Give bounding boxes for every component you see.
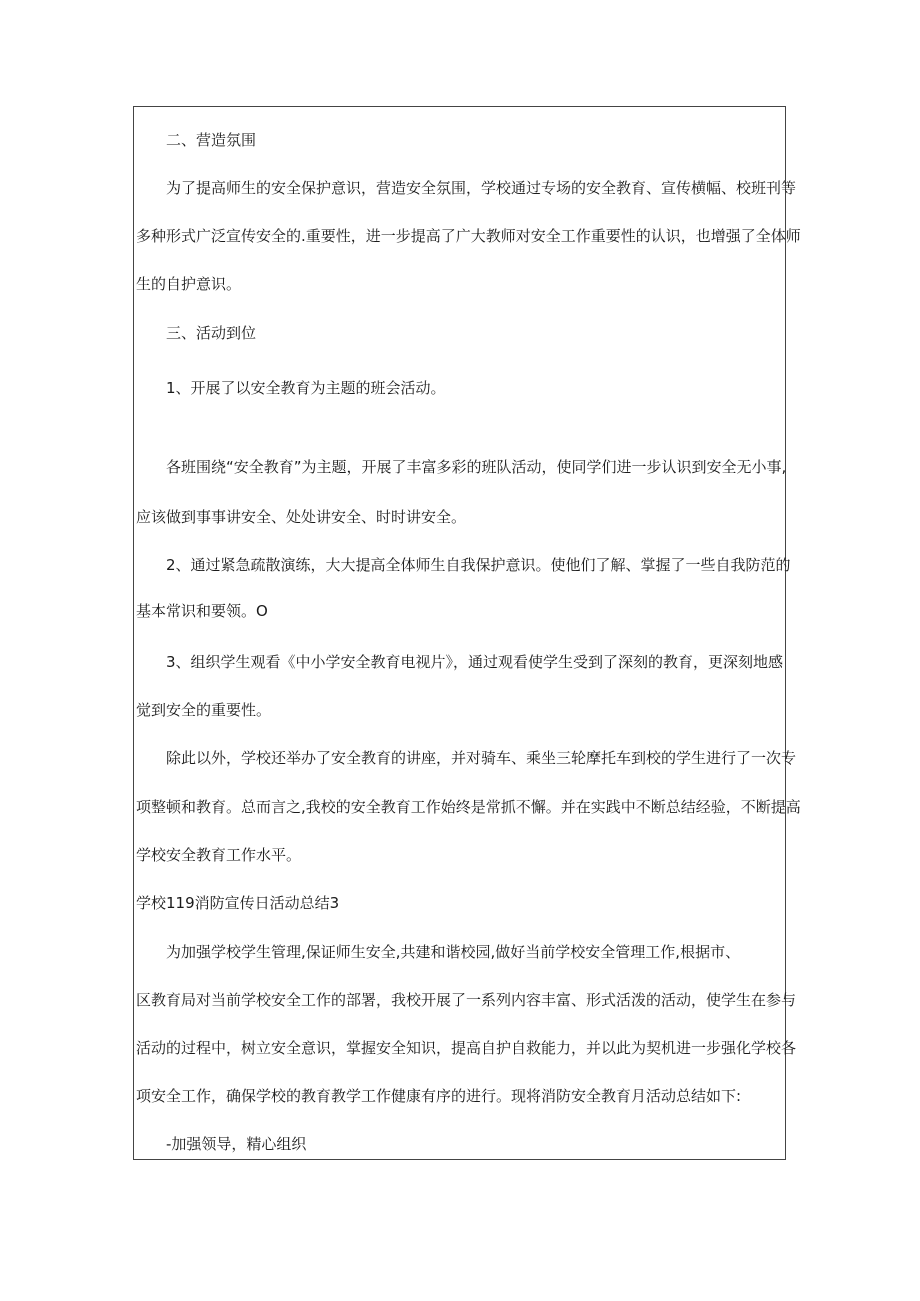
paragraph-line: 为了提高师生的安全保护意识，营造安全氛围，学校通过专场的安全教育、宣传横幅、校班刊等 — [166, 179, 797, 197]
paragraph-line: 项安全工作，确保学校的教育教学工作健康有序的进行。现将消防安全教育月活动总结如下: — [136, 1087, 742, 1105]
paragraph-line: 应该做到事事讲安全、处处讲安全、时时讲安全。 — [136, 508, 467, 526]
paragraph-line: 多种形式广泛宣传安全的.重要性，进一步提高了广大教师对安全工作重要性的认识，也增强了全体师 — [136, 227, 801, 245]
heading-create-atmosphere: 二、营造氛围 — [166, 131, 257, 149]
paragraph-line: 学校安全教育工作水平。 — [136, 846, 302, 864]
paragraph-line: 各班围绕“安全教育”为主题，开展了丰富多彩的班队活动，使同学们进一步认识到安全无小事, — [166, 458, 787, 476]
paragraph-line: 除此以外，学校还举办了安全教育的讲座，并对骑车、乘坐三轮摩托车到校的学生进行了一次专 — [166, 749, 797, 767]
list-item-1: 1、开展了以安全教育为主题的班会活动。 — [166, 379, 446, 397]
section-title: 学校119消防宣传日活动总结3 — [136, 894, 340, 912]
paragraph-line: 项整顿和教育。总而言之,我校的安全教育工作始终是常抓不懈。并在实践中不断总结经验，不断提高 — [136, 798, 801, 816]
paragraph-line: 觉到安全的重要性。 — [136, 701, 272, 719]
heading-activities: 三、活动到位 — [166, 324, 257, 342]
paragraph-line: 生的自护意识。 — [136, 275, 242, 293]
list-item-3: 3、组织学生观看《中小学安全教育电视片》，通过观看使学生受到了深刻的教育，更深刻地感 — [166, 653, 784, 671]
paragraph-line: 区教育局对当前学校安全工作的部署，我校开展了一系列内容丰富、形式活泼的活动，使学生在参与 — [136, 991, 797, 1009]
paragraph-line: 活动的过程中，树立安全意识，掌握安全知识，提高自护自救能力，并以此为契机进一步强化学校各 — [136, 1039, 797, 1057]
paragraph-line: 为加强学校学生管理,保证师生安全,共建和谐校园,做好当前学校安全管理工作,根据市、 — [166, 943, 741, 961]
list-item-2: 2、通过紧急疏散演练，大大提高全体师生自我保护意识。使他们了解、掌握了一些自我防范的 — [166, 556, 791, 574]
paragraph-line: 基本常识和要领。O — [136, 602, 268, 620]
sub-heading: -加强领导，精心组织 — [166, 1135, 307, 1153]
